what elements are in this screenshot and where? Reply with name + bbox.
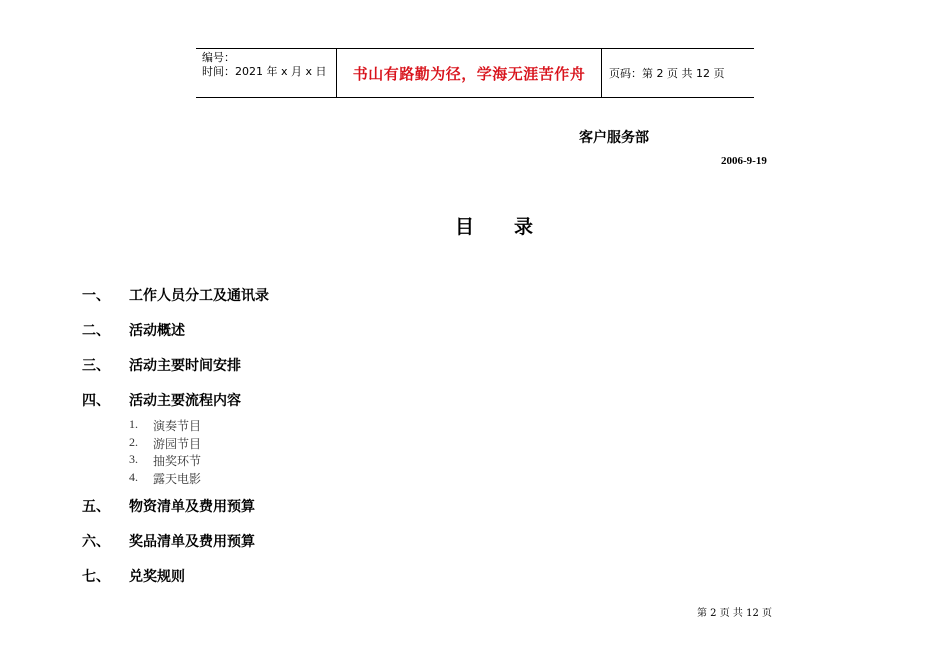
toc-item-number: 五、 bbox=[82, 499, 110, 515]
toc-item[interactable] bbox=[82, 531, 255, 551]
toc-item-number: 三、 bbox=[82, 358, 110, 374]
toc-title bbox=[455, 212, 533, 239]
toc-subitem[interactable] bbox=[129, 417, 201, 434]
toc-item[interactable] bbox=[82, 320, 185, 340]
toc-item-number: 四、 bbox=[82, 393, 110, 409]
toc-subitem-number: 4. bbox=[129, 470, 138, 484]
toc-item[interactable] bbox=[82, 496, 255, 516]
toc-subitem-label: 抽奖环节 bbox=[153, 454, 202, 468]
toc-subitem-label: 露天电影 bbox=[153, 472, 202, 486]
toc-title-char-1: 目 bbox=[455, 216, 475, 238]
header-meta bbox=[196, 49, 337, 97]
toc-subitem[interactable] bbox=[129, 435, 201, 452]
toc-subitem-number: 3. bbox=[129, 452, 138, 466]
toc-item[interactable] bbox=[82, 355, 241, 375]
department-name: 客户服务部 bbox=[579, 130, 649, 146]
toc-item-label: 活动主要流程内容 bbox=[129, 393, 241, 409]
toc-item[interactable] bbox=[82, 390, 241, 410]
toc-item-number: 六、 bbox=[82, 534, 110, 550]
toc-title-char-2: 录 bbox=[514, 216, 534, 238]
document-date: 2006-9-19 bbox=[721, 155, 767, 167]
toc-item[interactable] bbox=[82, 566, 185, 586]
toc-item-label: 工作人员分工及通讯录 bbox=[129, 288, 269, 304]
toc-item-number: 七、 bbox=[82, 569, 110, 585]
toc-item-label: 兑奖规则 bbox=[129, 569, 185, 585]
toc-subitem[interactable] bbox=[129, 470, 201, 487]
number-label: 编号： bbox=[202, 51, 235, 64]
page-header bbox=[196, 48, 754, 98]
toc-item[interactable] bbox=[82, 285, 269, 305]
toc-subitem-number: 2. bbox=[129, 435, 138, 449]
toc-item-label: 物资清单及费用预算 bbox=[129, 499, 255, 515]
toc-item-label: 活动概述 bbox=[129, 323, 185, 339]
toc-subitem-label: 演奏节目 bbox=[153, 419, 202, 433]
header-page-label: 页码：第 2 页 共 12 页 bbox=[609, 67, 725, 80]
toc-item-number: 二、 bbox=[82, 323, 110, 339]
toc-subitem[interactable] bbox=[129, 452, 201, 469]
page-footer: 第 2 页 共 12 页 bbox=[697, 608, 772, 619]
toc-subitem-label: 游园节目 bbox=[153, 437, 202, 451]
toc-subitem-number: 1. bbox=[129, 417, 138, 431]
toc-item-number: 一、 bbox=[82, 288, 110, 304]
toc-item-label: 活动主要时间安排 bbox=[129, 358, 241, 374]
time-label: 时间：2021 年 x 月 x 日 bbox=[202, 65, 327, 78]
header-motto: 书山有路勤为径，学海无涯苦作舟 bbox=[337, 49, 602, 97]
toc-item-label: 奖品清单及费用预算 bbox=[129, 534, 255, 550]
